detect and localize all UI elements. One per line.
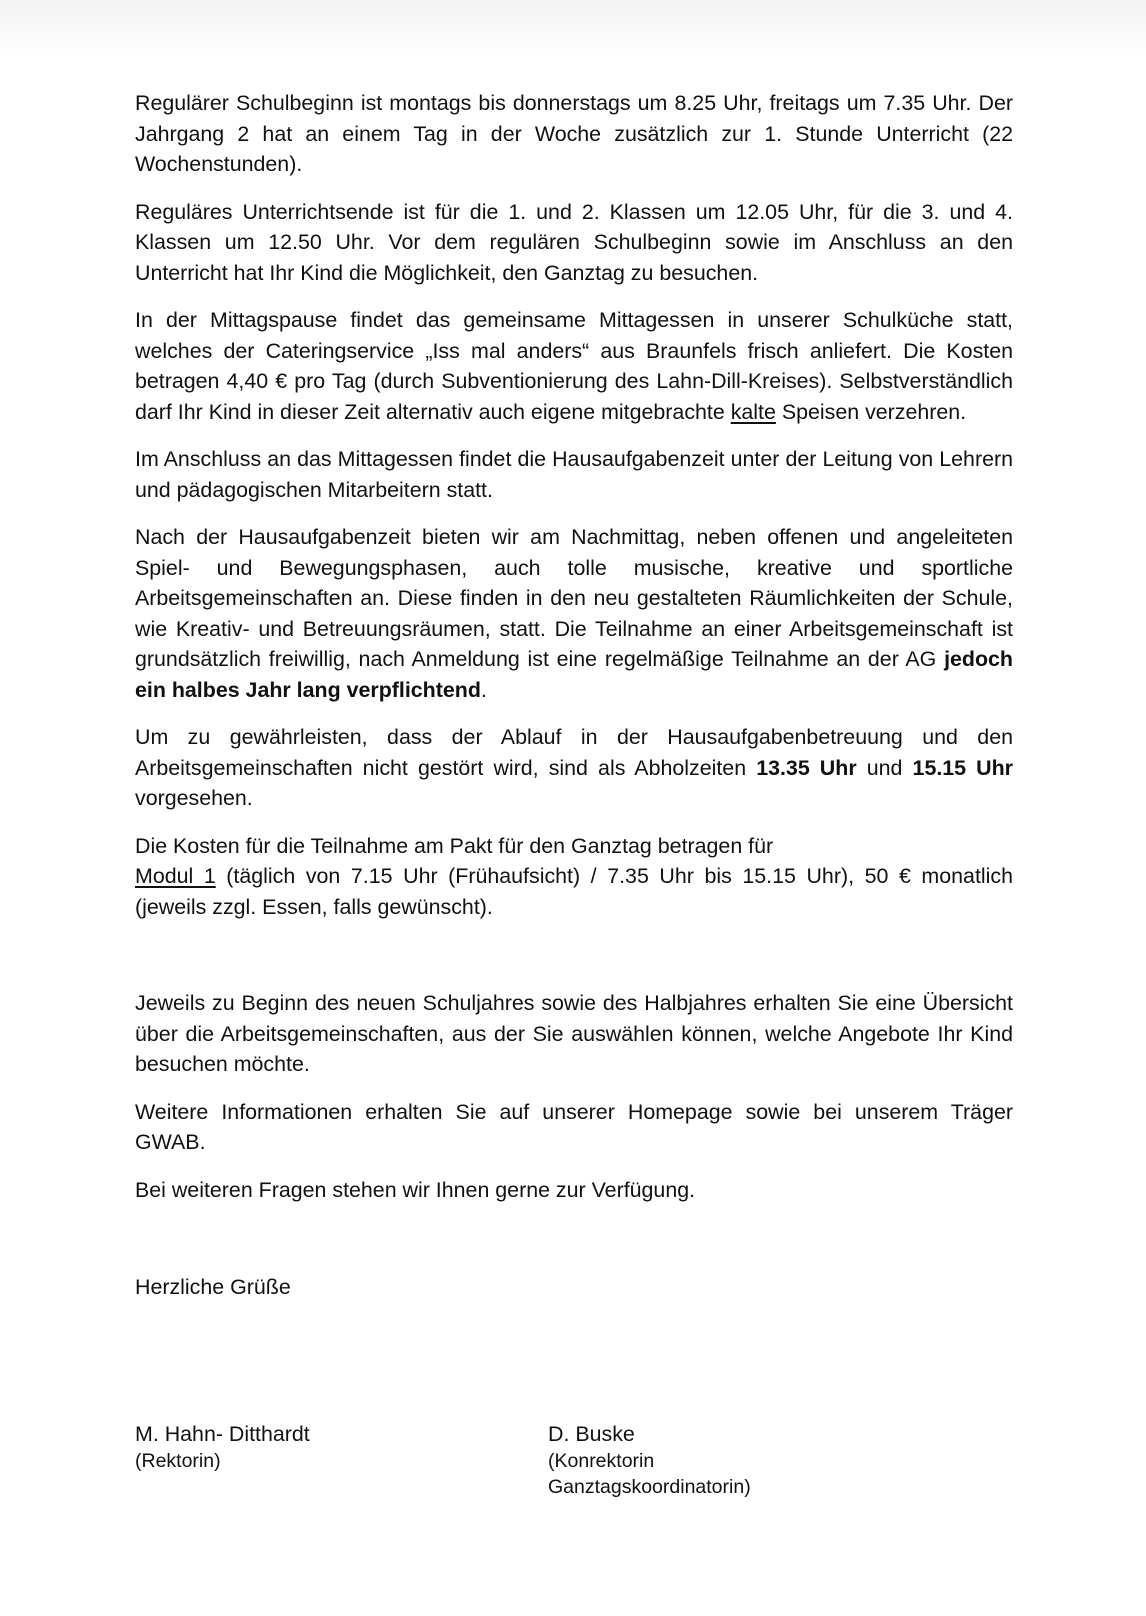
abholzeiten-text: Um zu gewährleisten, dass der Ablauf in der Hausaufgabenbetreuung und den Arbeitsgemeinschaften nicht gestört wird, sind als Abholzeiten — [135, 725, 1013, 780]
letter-body — [135, 88, 1013, 1303]
closing-greeting: Herzliche Grüße — [135, 1275, 291, 1299]
abholzeiten-text-end: vorgesehen. — [135, 786, 253, 810]
paragraph-informationen: Weitere Informationen erhalten Sie auf unserer Homepage sowie bei unserem Träger GWAB. — [135, 1099, 1013, 1154]
underlined-kalte: kalte — [730, 399, 776, 424]
modul-1-text: (täglich von 7.15 Uhr (Frühaufsicht) / 7.35 Uhr bis 15.15 Uhr), 50 € monatlich (jeweils zzgl. Essen, falls gewünscht). — [135, 864, 1013, 919]
paragraph-unterrichtsende: Reguläres Unterrichtsende ist für die 1. und 2. Klassen um 12.05 Uhr, für die 3. und 4. Klassen um 12.50 Uhr. Vor dem regulären Schulbeginn sowie im Anschluss an den Unterricht hat Ihr Kind die Möglichkeit, den Ganztag zu besuchen. — [135, 199, 1013, 285]
signature-left-role: (Rektorin) — [135, 1450, 221, 1472]
paragraph-abholzeiten — [135, 722, 1013, 814]
signature-right-role-2: Ganztagskoordinatorin) — [548, 1476, 751, 1498]
signature-right — [548, 1420, 751, 1500]
mittagspause-text: In der Mittagspause findet das gemeinsame Mittagessen in unserer Schulküche statt, welches der Cateringservice „Iss mal anders“ aus Braunfels frisch anliefert. Die Kosten betragen 4,40 € pro Tag (durch Subventionierung des Lahn-Dill-Kreises). Selbstverständlich darf Ihr Kind in dieser Zeit alternativ auch eigene mitgebrachte — [135, 308, 1013, 424]
paragraph-fragen: Bei weiteren Fragen stehen wir Ihnen gerne zur Verfügung. — [135, 1177, 696, 1202]
signature-right-role-1: (Konrektorin — [548, 1450, 655, 1472]
mittagspause-text-end: Speisen verzehren. — [775, 399, 967, 424]
paragraph-mittagspause — [135, 305, 1013, 427]
signature-left-name: M. Hahn- Ditthardt — [135, 1422, 310, 1446]
ag-bold-verpflichtend: jedoch ein halbes Jahr lang verpflichtend — [135, 647, 1013, 702]
paragraph-hausaufgabenzeit: Im Anschluss an das Mittagessen findet die Hausaufgabenzeit unter der Leitung von Lehrern und pädagogischen Mitarbeitern statt. — [135, 447, 1013, 502]
paragraph-uebersicht: Jeweils zu Beginn des neuen Schuljahres sowie des Halbjahres erhalten Sie eine Übersicht über die Arbeitsgemeinschaften, aus der Sie auswählen können, welche Angebote Ihr Kind besuchen möchte. — [135, 991, 1013, 1076]
page-top-shadow — [0, 0, 1146, 60]
paragraph-kosten-modul — [135, 861, 1013, 922]
paragraph-kosten-intro: Die Kosten für die Teilnahme am Pakt für den Ganztag betragen für — [135, 833, 774, 858]
paragraph-schulbeginn: Regulärer Schulbeginn ist montags bis donnerstags um 8.25 Uhr, freitags um 7.35 Uhr. Der Jahrgang 2 hat an einem Tag in der Woche zusätzlich zur 1. Stunde Unterricht (22 Wochenstunden). — [135, 91, 1013, 176]
paragraph-arbeitsgemeinschaften — [135, 522, 1013, 705]
abholzeit-2: 15.15 Uhr — [912, 755, 1014, 780]
abholzeit-1: 13.35 Uhr — [756, 755, 857, 780]
ag-text-end: . — [480, 677, 487, 702]
signature-right-name: D. Buske — [548, 1422, 635, 1446]
modul-1-label: Modul 1 — [135, 864, 216, 888]
ag-text: Nach der Hausaufgabenzeit bieten wir am Nachmittag, neben offenen und angeleiteten Spiel- und Bewegungsphasen, auch tolle musische, kreative und sportliche Arbeitsgemeinschaften an. Diese finden in den neu gestalteten Räumlichkeiten der Schule, wie Kreativ- und Betreuungsräumen, statt. Die Teilnahme an einer Arbeitsgemeinschaft ist grundsätzlich freiwillig, nach Anmeldung ist eine regelmäßige Teilnahme an der AG — [135, 525, 1013, 671]
abholzeiten-und: und — [856, 755, 913, 780]
signature-left — [135, 1420, 310, 1474]
